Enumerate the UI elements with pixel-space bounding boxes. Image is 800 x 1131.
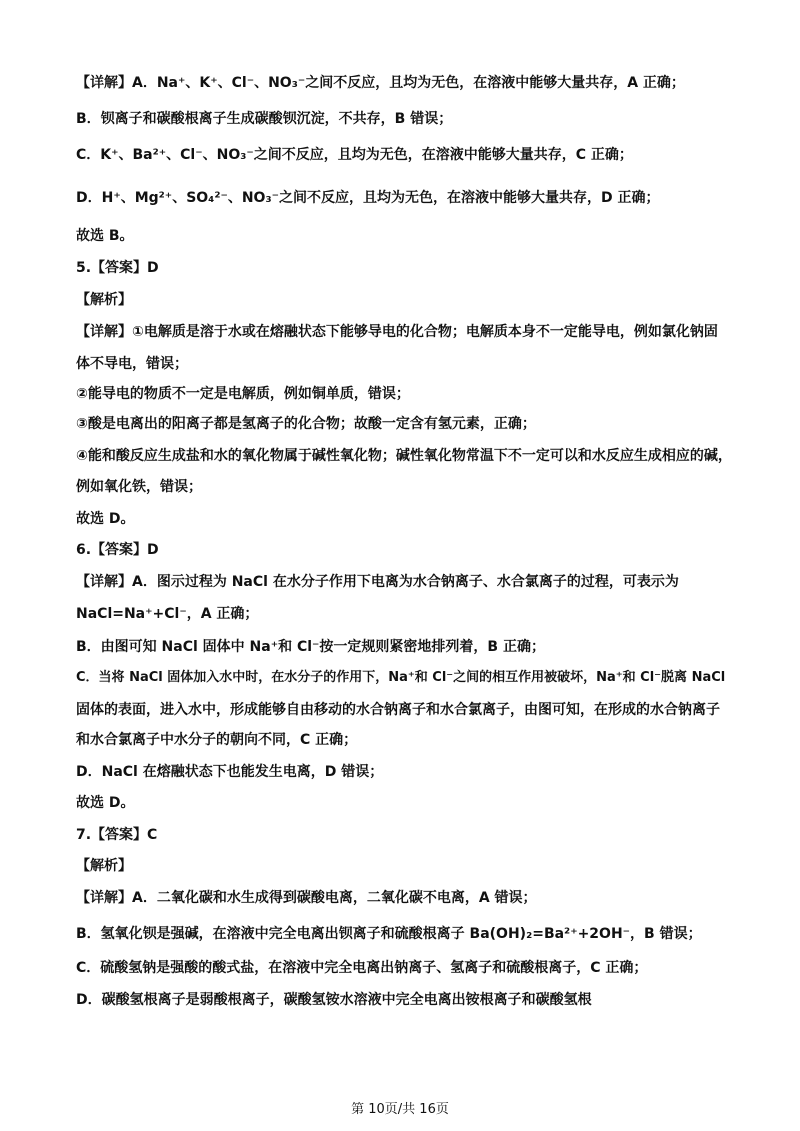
text-line: D．H⁺、Mg²⁺、SO₄²⁻、NO₃⁻之间不反应，且均为无色，在溶液中能够大量共存，D 正确；	[76, 190, 660, 206]
text-line: B．由图可知 NaCl 固体中 Na⁺和 Cl⁻按一定规则紧密地排列着，B 正确；	[76, 639, 545, 655]
answer-heading: 6.【答案】D	[76, 542, 159, 558]
text-line: ④能和酸反应生成盐和水的氧化物属于碱性氧化物；碱性氧化物常温下不一定可以和水反应生成相应的碱，	[76, 448, 732, 464]
text-line: 故选 B。	[76, 228, 134, 244]
analysis-heading: 【解析】	[76, 292, 132, 308]
text-line: C．硫酸氢钠是强酸的酸式盐，在溶液中完全电离出钠离子、氢离子和硫酸根离子，C 正确；	[76, 960, 648, 976]
text-line: 体不导电，错误；	[76, 356, 188, 372]
text-line: 故选 D。	[76, 795, 135, 811]
text-line: C．当将 NaCl 固体加入水中时，在水分子的作用下，Na⁺和 Cl⁻之间的相互作用被破坏，Na⁺和 Cl⁻脱离 NaCl	[76, 670, 726, 685]
text-line: ③酸是电离出的阳离子都是氢离子的化合物；故酸一定含有氢元素，正确；	[76, 416, 536, 432]
answer-heading: 7.【答案】C	[76, 827, 158, 843]
text-line: 【详解】A．Na⁺、K⁺、Cl⁻、NO₃⁻之间不反应，且均为无色，在溶液中能够大量共存，A 正确；	[76, 75, 685, 91]
text-line: 【详解】A．图示过程为 NaCl 在水分子作用下电离为水合钠离子、水合氯离子的过程，可表示为	[76, 574, 679, 590]
text-line: ②能导电的物质不一定是电解质，例如铜单质，错误；	[76, 386, 410, 402]
text-line: C．K⁺、Ba²⁺、Cl⁻、NO₃⁻之间不反应，且均为无色，在溶液中能够大量共存，C 正确；	[76, 147, 633, 163]
text-line: 故选 D。	[76, 511, 135, 527]
text-line: 和水合氯离子中水分子的朝向不同，C 正确；	[76, 732, 358, 748]
text-line: 【详解】A．二氧化碳和水生成得到碳酸电离，二氧化碳不电离，A 错误；	[76, 890, 537, 906]
answer-heading: 5.【答案】D	[76, 260, 159, 276]
text-line: 【详解】①电解质是溶于水或在熔融状态下能够导电的化合物；电解质本身不一定能导电，例如氯化钠固	[76, 324, 718, 340]
text-line: 例如氧化铁，错误；	[76, 479, 202, 495]
text-line: B．氢氧化钡是强碱，在溶液中完全电离出钡离子和硫酸根离子 Ba(OH)₂=Ba²⁺+2OH⁻，B 错误；	[76, 926, 702, 942]
analysis-heading: 【解析】	[76, 858, 132, 874]
text-line: NaCl=Na⁺+Cl⁻，A 正确；	[76, 606, 259, 622]
text-line: D．碳酸氢根离子是弱酸根离子，碳酸氢铵水溶液中完全电离出铵根离子和碳酸氢根	[76, 992, 592, 1008]
text-line: 固体的表面，进入水中，形成能够自由移动的水合钠离子和水合氯离子，由图可知，在形成的水合钠离子	[76, 702, 720, 718]
text-line: D．NaCl 在熔融状态下也能发生电离，D 错误；	[76, 764, 384, 780]
page-number: 第 10页/共 16页	[351, 1102, 449, 1117]
text-line: B．钡离子和碳酸根离子生成碳酸钡沉淀，不共存，B 错误；	[76, 111, 453, 127]
